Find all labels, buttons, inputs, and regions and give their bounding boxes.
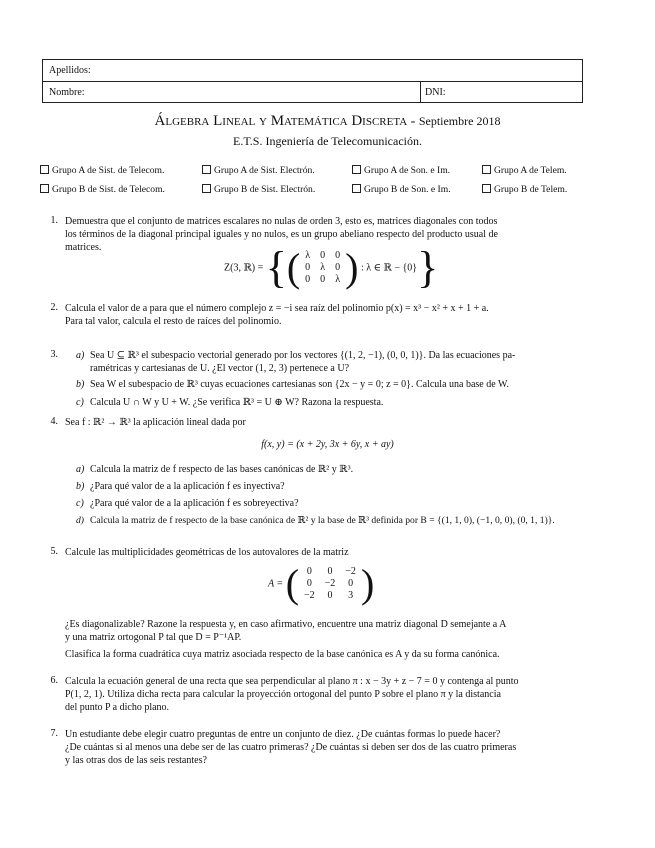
field-divider <box>420 82 421 102</box>
question-part-d: d) Calcula la matriz de f respecto de la base canónica de ℝ² y la base de ℝ³ definida por B = {(1, 1, 0), (−1, 0, 0), (0, 1, 1)}. <box>76 515 555 526</box>
question-part-c: c) Calcula U ∩ W y U + W. ¿Se verifica ℝ³ = U ⊕ W? Razona la respuesta. <box>76 397 384 408</box>
apellidos-label: Apellidos: <box>49 65 91 76</box>
nombre-dni-field <box>42 81 583 103</box>
checkbox-icon[interactable] <box>202 165 211 174</box>
group-option[interactable]: Grupo B de Sist. de Telecom. <box>40 184 165 195</box>
nombre-label: Nombre: <box>49 87 85 98</box>
dni-label: DNI: <box>425 87 446 98</box>
checkbox-icon[interactable] <box>352 165 361 174</box>
question-number: 6. <box>50 675 58 686</box>
group-option[interactable]: Grupo A de Telem. <box>482 165 567 176</box>
set-condition: : λ ∈ ℝ − {0} <box>361 262 418 274</box>
group-option[interactable]: Grupo B de Son. e Im. <box>352 184 451 195</box>
question-number: 1. <box>50 215 58 226</box>
question-part-c: c) ¿Para qué valor de a la aplicación f es sobreyectiva? <box>76 498 299 509</box>
exam-date: Septiembre 2018 <box>418 114 501 128</box>
question-text: Calcula el valor de a para que el número complejo z = −i sea raíz del polinomio p(x) = x³ − x² + x + 1 + a. Para tal valor, calcula el resto de raíces del polinomio. <box>65 303 489 327</box>
question-number: 5. <box>50 546 58 557</box>
question-text: Calcula la ecuación general de una recta que sea perpendicular al plano π : x − 3y + z − 7 = 0 y contenga al punto P(1, 2, 1). Utiliza dicha recta para calcular la proyección ortogonal del punto P sobre el plano π y la distancia del punto P a dicho plano. <box>65 676 519 713</box>
set-lhs: Z(3, ℝ) = <box>224 262 264 274</box>
group-option[interactable]: Grupo A de Sist. de Telecom. <box>40 165 164 176</box>
question-text: Sea f : ℝ² → ℝ³ la aplicación lineal dada por <box>65 417 246 428</box>
exam-title <box>0 113 655 130</box>
question-text-cont: ¿Es diagonalizable? Razone la respuesta y, en caso afirmativo, encuentre una matriz diagonal D semejante a A y una matriz ortogonal P tal que D = P⁻¹AP. Clasifica la forma cuadrática cuya matriz asociada respecto de la base canónica es A y da su forma canónica. <box>65 619 507 660</box>
checkbox-icon[interactable] <box>202 184 211 193</box>
question-text: Un estudiante debe elegir cuatro preguntas de entre un conjunto de diez. ¿De cuántas formas lo puede hacer? ¿De cuántas si al menos una debe ser de las cuatro primeras? ¿De cuántas si deben ser dos de las cuatro primeras y las otras dos de las seis restantes? <box>65 729 517 766</box>
question-text: Calcule las multiplicidades geométricas de los autovalores de la matriz <box>65 547 349 558</box>
question-part-b: b) Sea W el subespacio de ℝ³ cuyas ecuaciones cartesianas son {2x − y = 0; z = 0}. Calcula una base de W. <box>76 379 510 390</box>
question-part-a: a) Calcula la matriz de f respecto de las bases canónicas de ℝ² y ℝ³. <box>76 464 354 475</box>
matrix-entries: 0 0 −2 0 −2 0 −2 0 3 <box>304 566 356 601</box>
scalar-matrix-set: Z(3, ℝ) = {( λ 0 0 0 λ 0 0 0 λ ) : λ ∈ ℝ − {0}} <box>224 243 439 292</box>
checkbox-icon[interactable] <box>352 184 361 193</box>
title-dash: - <box>410 114 416 129</box>
question-number: 2. <box>50 302 58 313</box>
checkbox-icon[interactable] <box>40 184 49 193</box>
question-part-a: a) Sea U ⊆ ℝ³ el subespacio vectorial generado por los vectores {(1, 2, −1), (0, 0, 1)}. Da las ecuaciones pa- ramétricas y cartesianas de U. ¿El vector (1, 2, 3) pertenece a U? <box>76 350 516 374</box>
group-option[interactable]: Grupo B de Telem. <box>482 184 567 195</box>
question-text: Demuestra que el conjunto de matrices escalares no nulas de orden 3, esto es, matrices diagonales con todos los términos de la diagonal principal iguales y no nulos, es un grupo abeliano respecto del producto usual de matrices. <box>65 216 498 253</box>
group-option[interactable]: Grupo B de Sist. Electrón. <box>202 184 315 195</box>
group-option[interactable]: Grupo A de Sist. Electrón. <box>202 165 315 176</box>
question-part-b: b) ¿Para qué valor de a la aplicación f es inyectiva? <box>76 481 285 492</box>
school-name: E.T.S. Ingeniería de Telecomunicación. <box>233 134 422 148</box>
map-formula: f(x, y) = (x + 2y, 3x + 6y, x + ay) <box>261 439 394 450</box>
matrix-a: A = ( 0 0 −2 0 −2 0 −2 0 3 ) <box>268 561 375 606</box>
checkbox-icon[interactable] <box>482 184 491 193</box>
apellidos-field <box>42 59 583 82</box>
question-number: 4. <box>50 416 58 427</box>
question-number: 7. <box>50 728 58 739</box>
question-number: 3. <box>50 349 58 360</box>
matrix-lhs: A = <box>268 578 284 590</box>
group-option[interactable]: Grupo A de Son. e Im. <box>352 165 450 176</box>
checkbox-icon[interactable] <box>482 165 491 174</box>
course-title: Álgebra Lineal y Matemática Discreta <box>154 113 408 129</box>
checkbox-icon[interactable] <box>40 165 49 174</box>
scalar-matrix: λ 0 0 0 λ 0 0 0 λ <box>305 250 341 285</box>
